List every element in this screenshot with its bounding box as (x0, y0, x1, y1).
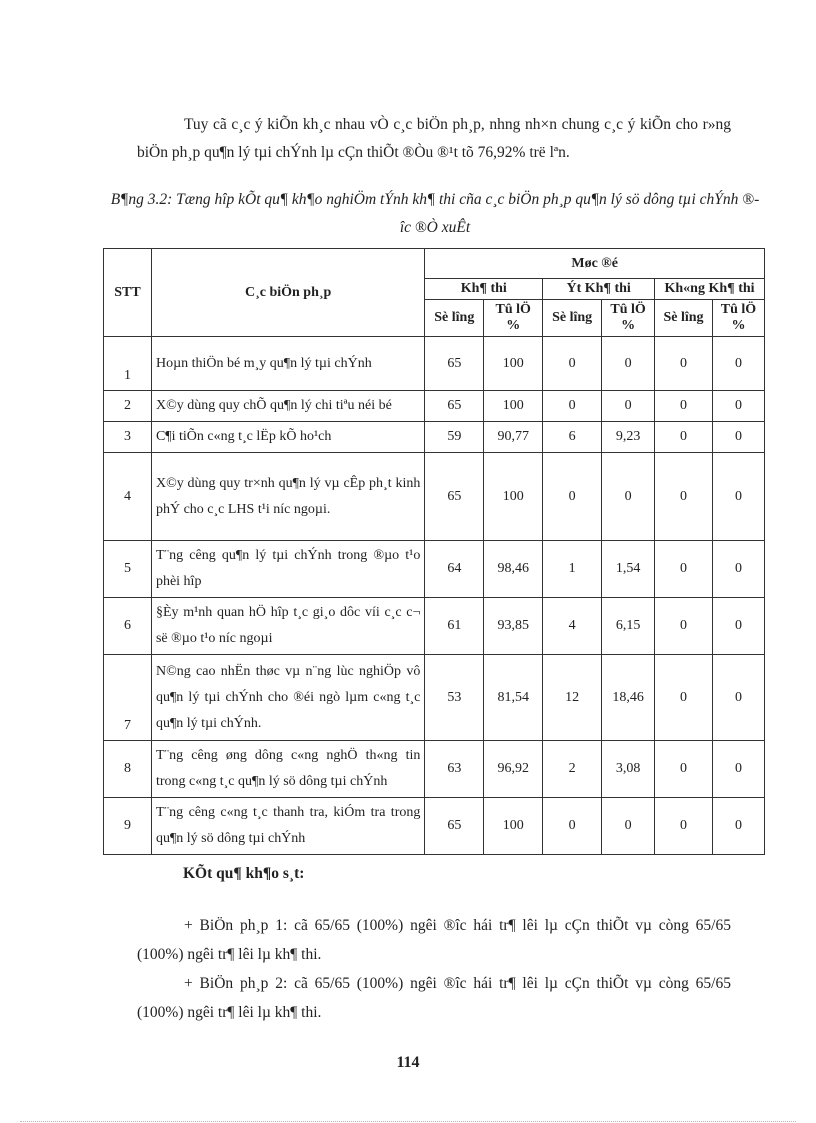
feasible-count: 65 (425, 453, 484, 541)
row-stt: 8 (104, 741, 152, 798)
page-number: 114 (396, 1054, 420, 1071)
less-feasible-percent: 9,23 (602, 422, 655, 453)
not-feasible-count: 0 (655, 453, 713, 541)
feasible-percent: 100 (484, 391, 543, 422)
feasible-percent: 98,46 (484, 541, 543, 598)
row-stt: 1 (104, 337, 152, 391)
row-measure: T¨ng cêng qu¶n lý tµi chÝnh trong ®µo t¹o phèi hîp (151, 541, 424, 598)
row-stt: 2 (104, 391, 152, 422)
feasibility-table (103, 248, 765, 855)
feasible-count: 59 (425, 422, 484, 453)
table-row (104, 391, 765, 422)
not-feasible-percent: 0 (712, 391, 764, 422)
row-stt: 3 (104, 422, 152, 453)
table-row (104, 798, 765, 855)
row-stt: 4 (104, 453, 152, 541)
table-row (104, 598, 765, 655)
less-feasible-count: 0 (543, 337, 602, 391)
not-feasible-count: 0 (655, 391, 713, 422)
not-feasible-count: 0 (655, 798, 713, 855)
result-measure-1: + BiÖn ph¸p 1: cã 65/65 (100%) ngêi ®îc hái tr¶ lêi lµ cÇn thiÕt vµ còng 65/65 (100%) ngêi tr¶ lêi lµ kh¶ thi. (137, 916, 731, 963)
feasible-count: 65 (425, 798, 484, 855)
not-feasible-percent: 0 (712, 741, 764, 798)
feasible-count: 64 (425, 541, 484, 598)
row-stt: 7 (104, 655, 152, 741)
row-measure: N©ng cao nhËn thøc vµ n¨ng lùc nghiÖp vô qu¶n lý tµi chÝnh cho ®éi ngò lµm c«ng t¸c qu¶n lý tµi chÝnh. (151, 655, 424, 741)
header-percent: Tû lÖ % (602, 300, 655, 337)
header-count: Sè lîng (655, 300, 713, 337)
not-feasible-count: 0 (655, 598, 713, 655)
feasible-count: 65 (425, 391, 484, 422)
results-title: KÕt qu¶ kh¶o s¸t: (183, 865, 305, 882)
feasible-percent: 100 (484, 337, 543, 391)
feasible-percent: 93,85 (484, 598, 543, 655)
row-stt: 9 (104, 798, 152, 855)
less-feasible-count: 0 (543, 453, 602, 541)
feasible-count: 63 (425, 741, 484, 798)
header-percent: Tû lÖ % (712, 300, 764, 337)
row-stt: 5 (104, 541, 152, 598)
row-measure: C¶i tiÕn c«ng t¸c lËp kÕ ho¹ch (151, 422, 424, 453)
not-feasible-count: 0 (655, 541, 713, 598)
intro-paragraph: Tuy cã c¸c ý kiÕn kh¸c nhau vÒ c¸c biÖn ph¸p, nhng nh×n chung c¸c ý kiÕn cho r»ng biÖn ph¸p qu¶n lý tµi chÝnh lµ cÇn thiÕt ®Òu ®¹t tõ 76,92% trë lªn. (137, 115, 731, 161)
not-feasible-count: 0 (655, 422, 713, 453)
table-row (104, 337, 765, 391)
not-feasible-count: 0 (655, 741, 713, 798)
feasible-percent: 90,77 (484, 422, 543, 453)
feasible-count: 61 (425, 598, 484, 655)
header-measures: C¸c biÖn ph¸p (151, 249, 424, 337)
feasible-percent: 100 (484, 798, 543, 855)
header-not-feasible: Kh«ng Kh¶ thi (655, 279, 765, 300)
not-feasible-percent: 0 (712, 598, 764, 655)
not-feasible-count: 0 (655, 655, 713, 741)
result-measure-2: + BiÖn ph¸p 2: cã 65/65 (100%) ngêi ®îc hái tr¶ lêi lµ cÇn thiÕt vµ còng 65/65 (100%) ngêi tr¶ lêi lµ kh¶ thi. (137, 974, 731, 1021)
header-feasible: Kh¶ thi (425, 279, 543, 300)
not-feasible-percent: 0 (712, 541, 764, 598)
header-less-feasible: Ýt Kh¶ thi (543, 279, 655, 300)
less-feasible-count: 2 (543, 741, 602, 798)
feasible-count: 65 (425, 337, 484, 391)
less-feasible-percent: 3,08 (602, 741, 655, 798)
feasible-count: 53 (425, 655, 484, 741)
less-feasible-count: 4 (543, 598, 602, 655)
row-measure: T¨ng cêng øng dông c«ng nghÖ th«ng tin trong c«ng t¸c qu¶n lý sö dông tµi chÝnh (151, 741, 424, 798)
row-measure: X©y dùng quy tr×nh qu¶n lý vµ cÊp ph¸t kinh phÝ cho c¸c LHS t¹i níc ngoµi. (151, 453, 424, 541)
not-feasible-percent: 0 (712, 798, 764, 855)
header-count: Sè lîng (425, 300, 484, 337)
header-stt: STT (104, 249, 152, 337)
not-feasible-percent: 0 (712, 453, 764, 541)
less-feasible-count: 6 (543, 422, 602, 453)
feasible-percent: 81,54 (484, 655, 543, 741)
less-feasible-count: 1 (543, 541, 602, 598)
less-feasible-percent: 18,46 (602, 655, 655, 741)
table-row (104, 741, 765, 798)
feasible-percent: 96,92 (484, 741, 543, 798)
less-feasible-count: 12 (543, 655, 602, 741)
less-feasible-percent: 0 (602, 453, 655, 541)
less-feasible-percent: 1,54 (602, 541, 655, 598)
table-row (104, 541, 765, 598)
not-feasible-percent: 0 (712, 655, 764, 741)
table-row (104, 422, 765, 453)
table-row (104, 655, 765, 741)
row-measure: X©y dùng quy chÕ qu¶n lý chi tiªu néi bé (151, 391, 424, 422)
less-feasible-percent: 0 (602, 391, 655, 422)
not-feasible-count: 0 (655, 337, 713, 391)
header-percent: Tû lÖ % (484, 300, 543, 337)
row-measure: Hoµn thiÖn bé m¸y qu¶n lý tµi chÝnh (151, 337, 424, 391)
table-caption: B¶ng 3.2: Tæng hîp kÕt qu¶ kh¶o nghiÖm tÝnh kh¶ thi cña c¸c biÖn ph¸p qu¶n lý sö dông tµi chÝnh ®îc ®Ò xuÊt (110, 191, 760, 236)
less-feasible-percent: 0 (602, 798, 655, 855)
row-measure: T¨ng cêng c«ng t¸c thanh tra, kiÓm tra trong qu¶n lý sö dông tµi chÝnh (151, 798, 424, 855)
page-border (20, 1121, 796, 1122)
not-feasible-percent: 0 (712, 337, 764, 391)
not-feasible-percent: 0 (712, 422, 764, 453)
less-feasible-percent: 0 (602, 337, 655, 391)
row-measure: §Èy m¹nh quan hÖ hîp t¸c gi¸o dôc víi c¸c c¬ së ®µo t¹o níc ngoµi (151, 598, 424, 655)
header-count: Sè lîng (543, 300, 602, 337)
less-feasible-count: 0 (543, 798, 602, 855)
less-feasible-percent: 6,15 (602, 598, 655, 655)
feasible-percent: 100 (484, 453, 543, 541)
row-stt: 6 (104, 598, 152, 655)
table-row (104, 453, 765, 541)
header-level: Møc ®é (425, 249, 765, 279)
less-feasible-count: 0 (543, 391, 602, 422)
